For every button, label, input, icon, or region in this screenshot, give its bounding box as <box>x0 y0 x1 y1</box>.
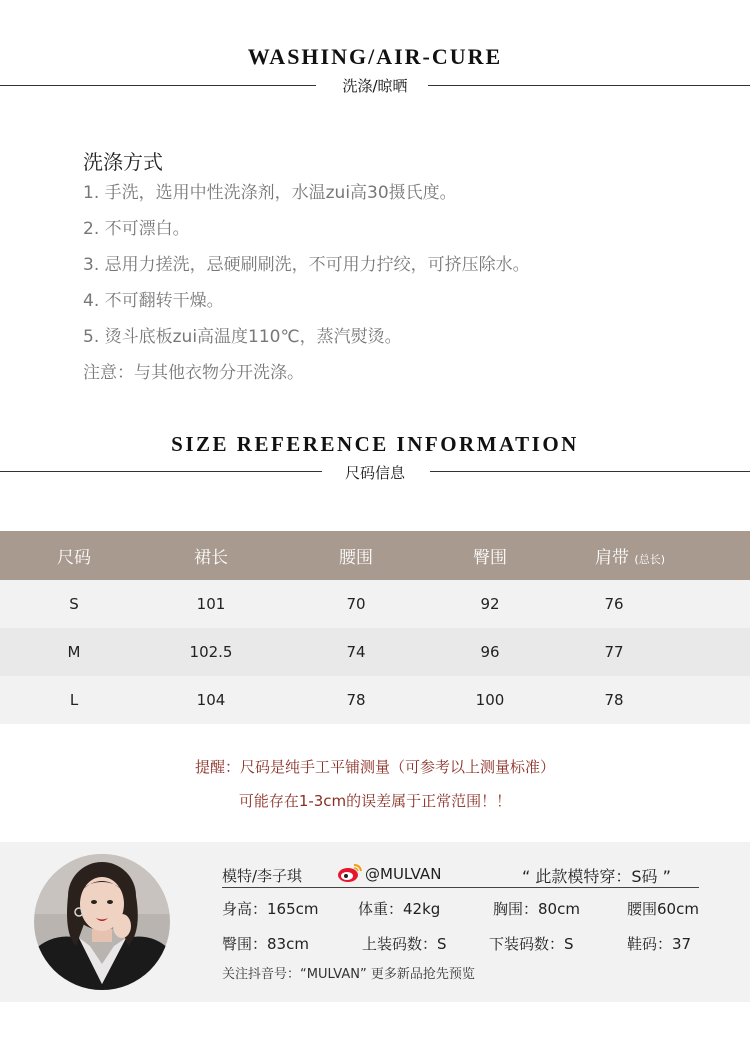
header-skirt-length: 裙长 <box>194 548 228 568</box>
table-row <box>0 580 750 628</box>
model-name: 模特/李子琪 <box>222 867 303 885</box>
header-waist: 腰围 <box>339 548 373 568</box>
stat-hip: 臀围：83cm <box>222 935 309 953</box>
stat-waist: 腰围60cm <box>627 900 699 918</box>
measurement-reminder: 提醒：尺码是纯手工平铺测量（可参考以上测量标准） <box>194 758 555 776</box>
stat-weight: 体重：42kg <box>358 900 441 918</box>
header-hip: 臀围 <box>473 548 507 568</box>
washing-title-cn: 洗涤/晾晒 <box>342 77 408 95</box>
size-title-en: SIZE REFERENCE INFORMATION <box>171 432 579 456</box>
list-item: 3. 忌用力搓洗，忌硬刷刷洗，不可用力拧绞，可挤压除水。 <box>83 255 530 275</box>
stat-bottom-size: 下装码数：S <box>489 935 574 953</box>
table-cell: 92 <box>480 595 500 613</box>
size-table <box>0 531 750 724</box>
table-cell: 78 <box>604 691 624 709</box>
model-info-panel <box>0 842 750 1002</box>
table-cell: 104 <box>196 691 226 709</box>
table-cell: 70 <box>346 595 366 613</box>
header-strap-label: 肩带 <box>595 548 629 568</box>
stat-height: 身高：165cm <box>222 900 319 918</box>
size-title-cn: 尺码信息 <box>344 464 405 482</box>
table-cell: 78 <box>346 691 366 709</box>
table-row <box>0 628 750 676</box>
table-cell: 96 <box>480 643 500 661</box>
list-item: 注意：与其他衣物分开洗涤。 <box>83 363 304 383</box>
weibo-handle[interactable]: @MULVAN <box>365 865 442 883</box>
list-item: 1. 手洗，选用中性洗涤剂，水温zui高30摄氏度。 <box>83 183 457 203</box>
model-divider <box>222 887 699 888</box>
washing-heading: 洗涤方式 <box>83 150 163 174</box>
model-wearing-size: “ 此款模特穿：S码 ” <box>522 867 671 886</box>
table-cell: 102.5 <box>189 643 233 661</box>
table-cell: M <box>67 643 81 661</box>
header-strap <box>595 543 665 568</box>
table-cell: 101 <box>196 595 226 613</box>
table-cell: 74 <box>346 643 366 661</box>
table-cell: 100 <box>475 691 505 709</box>
list-item: 2. 不可漂白。 <box>83 219 190 239</box>
table-row <box>0 676 750 724</box>
table-cell: L <box>69 691 79 709</box>
model-photo <box>34 854 170 990</box>
table-cell: 77 <box>604 643 624 661</box>
size-table-header <box>0 531 750 580</box>
washing-title-en: WASHING/AIR-CURE <box>247 44 503 69</box>
list-item: 5. 烫斗底板zui高温度110℃，蒸汽熨烫。 <box>83 327 402 347</box>
list-item: 4. 不可翻转干燥。 <box>83 291 224 311</box>
header-size: 尺码 <box>57 548 91 568</box>
stat-bust: 胸围：80cm <box>493 900 580 918</box>
stat-top-size: 上装码数：S <box>362 935 447 953</box>
washing-instructions-list <box>83 180 530 396</box>
weibo-icon <box>337 862 363 884</box>
table-cell: 76 <box>604 595 624 613</box>
table-cell: S <box>69 595 79 613</box>
tolerance-reminder: 可能存在1-3cm的误差属于正常范围！！ <box>238 792 512 810</box>
douyin-follow-note: 关注抖音号：“MULVAN” 更多新品抢先预览 <box>222 967 475 982</box>
stat-shoe-size: 鞋码：37 <box>627 935 692 953</box>
header-strap-note: (总长) <box>634 553 665 566</box>
